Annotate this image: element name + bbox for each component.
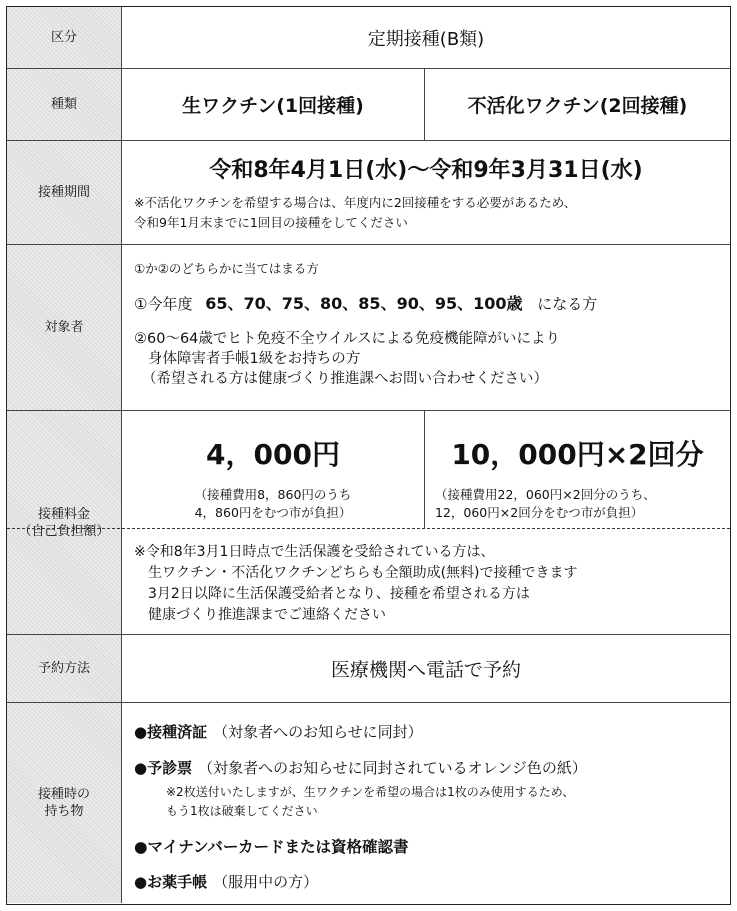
fee-footer-1: ※令和8年3月1日時点で生活保護を受給されている方は、 [134,544,495,560]
period-note-1: ※不活化ワクチンを希望する場合は、年度内に2回接種をする必要があるため、 [134,195,577,210]
eligibility-intro: ①か②のどちらかに当てはまる方 [134,261,319,276]
row-period [7,141,730,245]
fee-footer-4: 健康づくり推進課までご連絡ください [148,607,386,623]
item-4-label: ●お薬手帳 [134,873,208,891]
row-items-to-bring [7,703,730,903]
header-category: 区分 [7,7,122,68]
header-type: 種類 [7,69,122,140]
item-2-note: （対象者へのお知らせに同封されているオレンジ色の紙） [198,759,587,777]
header-reservation: 予約方法 [7,635,122,702]
reservation-cell [122,635,730,702]
eligibility-item-2-line-2: 身体障害者手帳1級をお持ちの方 [148,351,361,367]
eligibility-item-1-suffix: になる方 [537,295,598,313]
inactivated-fee-note-1: （接種費用22，060円×2回分のうち、 [435,487,656,502]
row-type [7,69,730,141]
header-fee-line-1: 接種料金 [37,506,90,522]
inactivated-vaccine-label: 不活化ワクチン(2回接種) [467,95,688,117]
live-fee-note-1: （接種費用8，860円のうち [194,487,352,502]
item-medication-notebook [134,871,318,892]
live-vaccine-cell [122,69,425,140]
item-vaccination-certificate [134,721,423,742]
period-note-2: 令和9年1月末までに1回目の接種をしてください [134,215,408,230]
item-2-label: ●予診票 [134,759,193,777]
header-period: 接種期間 [7,141,122,244]
period-dates: 令和8年4月1日(水)～令和9年3月31日(水) [209,158,643,183]
live-fee-note-2: 4，860円をむつ市が負担） [194,505,352,520]
eligibility-item-2-line-3: （希望される方は健康づくり推進課へお問い合わせください） [142,371,548,387]
fee-prices [122,411,730,528]
live-fee-price: 4，000円 [206,438,340,471]
inactivated-fee-note-2: 12，060円×2回分をむつ市が負担） [435,505,644,520]
header-fee [7,411,122,634]
eligibility-item-1 [134,291,597,314]
inactivated-fee-cell [425,411,730,528]
row-reservation [7,635,730,703]
item-screening-form [134,757,587,778]
item-1-label: ●接種済証 [134,723,208,741]
header-fee-line-2: （自己負担額） [18,523,110,539]
fee-footer-2: 生ワクチン・不活化ワクチンどちらも全額助成(無料)で接種できます [148,565,578,581]
header-items [7,703,122,903]
row-eligibility [7,245,730,411]
row-category [7,7,730,69]
fee-divider-dashed [7,528,730,529]
eligibility-cell [122,245,730,410]
reservation-value: 医療機関へ電話で予約 [330,659,521,681]
inactivated-fee-price: 10，000円×2回分 [451,438,704,471]
type-cell [122,69,730,140]
live-vaccine-label: 生ワクチン(1回接種) [182,95,364,117]
row-fee [7,411,730,635]
period-cell [122,141,730,244]
category-value-cell [122,7,730,68]
header-eligibility: 対象者 [7,245,122,410]
inactivated-vaccine-cell [425,69,730,140]
header-items-line-2: 持ち物 [44,804,84,819]
eligibility-ages: 65、70、75、80、85、90、95、100歳 [205,294,523,313]
item-2-sub-note-2: もう1枚は破棄してください [166,804,318,818]
eligibility-item-1-prefix: ①今年度 [134,295,193,313]
vaccination-info-table [6,6,731,905]
item-1-note: （対象者へのお知らせに同封） [213,723,423,741]
live-fee-cell [122,411,425,528]
category-value: 定期接種(B類) [367,28,485,50]
header-items-line-1: 接種時の [37,787,90,802]
item-my-number-card: ●マイナンバーカードまたは資格確認書 [134,838,409,856]
item-2-sub-note-1: ※2枚送付いたしますが、生ワクチンを希望の場合は1枚のみ使用するため、 [166,785,575,799]
fee-footer-3: 3月2日以降に生活保護受給者となり、接種を希望される方は [148,586,530,602]
item-4-note: （服用中の方） [213,873,319,891]
fee-cell [122,411,730,634]
items-cell [122,703,730,903]
eligibility-item-2-line-1: ②60～64歳でヒト免疫不全ウイルスによる免疫機能障がいにより [134,331,561,347]
